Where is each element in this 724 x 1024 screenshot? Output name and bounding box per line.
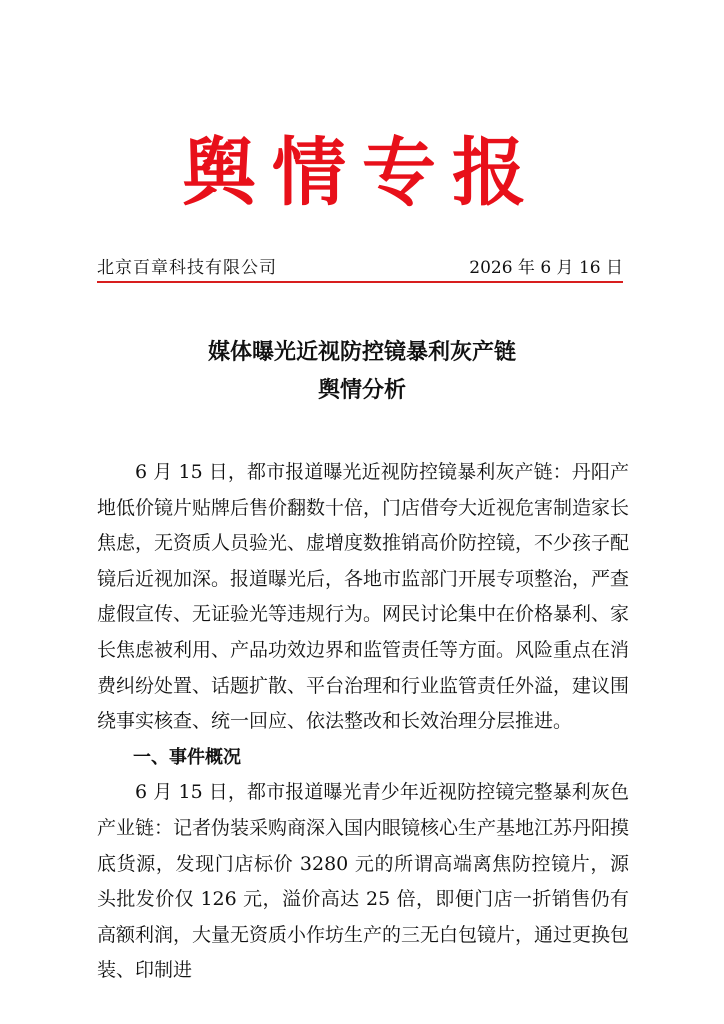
- document-title: [0, 334, 724, 410]
- document-title-line-1: 媒体曝光近视防控镜暴利灰产链: [207, 340, 516, 365]
- issue-date: 2026 年 6 月 16 日: [469, 258, 623, 278]
- document-body: [97, 455, 629, 989]
- header-divider: [97, 281, 623, 283]
- masthead-title: 舆情专报: [182, 130, 542, 216]
- section-heading-event-overview: 一、事件概况: [133, 746, 241, 768]
- summary-paragraph: 6 月 15 日，都市报道曝光近视防控镜暴利灰产链：丹阳产地低价镜片贴牌后售价翻数十倍，门店借夸大近视危害制造家长焦虑，无资质人员验光、虚增度数推销高价防控镜，不少孩子配镜后近视加深。报道曝光后，各地市监部门开展专项整治，严查虚假宣传、无证验光等违规行为。网民讨论集中在价格暴利、家长焦虑被利用、产品功效边界和监管责任等方面。风险重点在消费纠纷处置、话题扩散、平台治理和行业监管责任外溢，建议围绕事实核查、统一回应、依法整改和长效治理分层推进。: [97, 461, 630, 733]
- organization-name: 北京百章科技有限公司: [97, 258, 277, 278]
- event-overview-paragraph: 6 月 15 日，都市报道曝光青少年近视防控镜完整暴利灰色产业链：记者伪装采购商深入国内眼镜核心生产基地江苏丹阳摸底货源，发现门店标价 3280 元的所谓高端离焦防控镜片，源头批发价仅 126 元，溢价高达 25 倍，即便门店一折销售仍有高额利润，大量无资质小作坊生产的三无白包镜片，通过更换包装、印制进: [97, 781, 630, 982]
- document-title-line-2: 舆情分析: [317, 378, 406, 403]
- document-header: [97, 254, 623, 282]
